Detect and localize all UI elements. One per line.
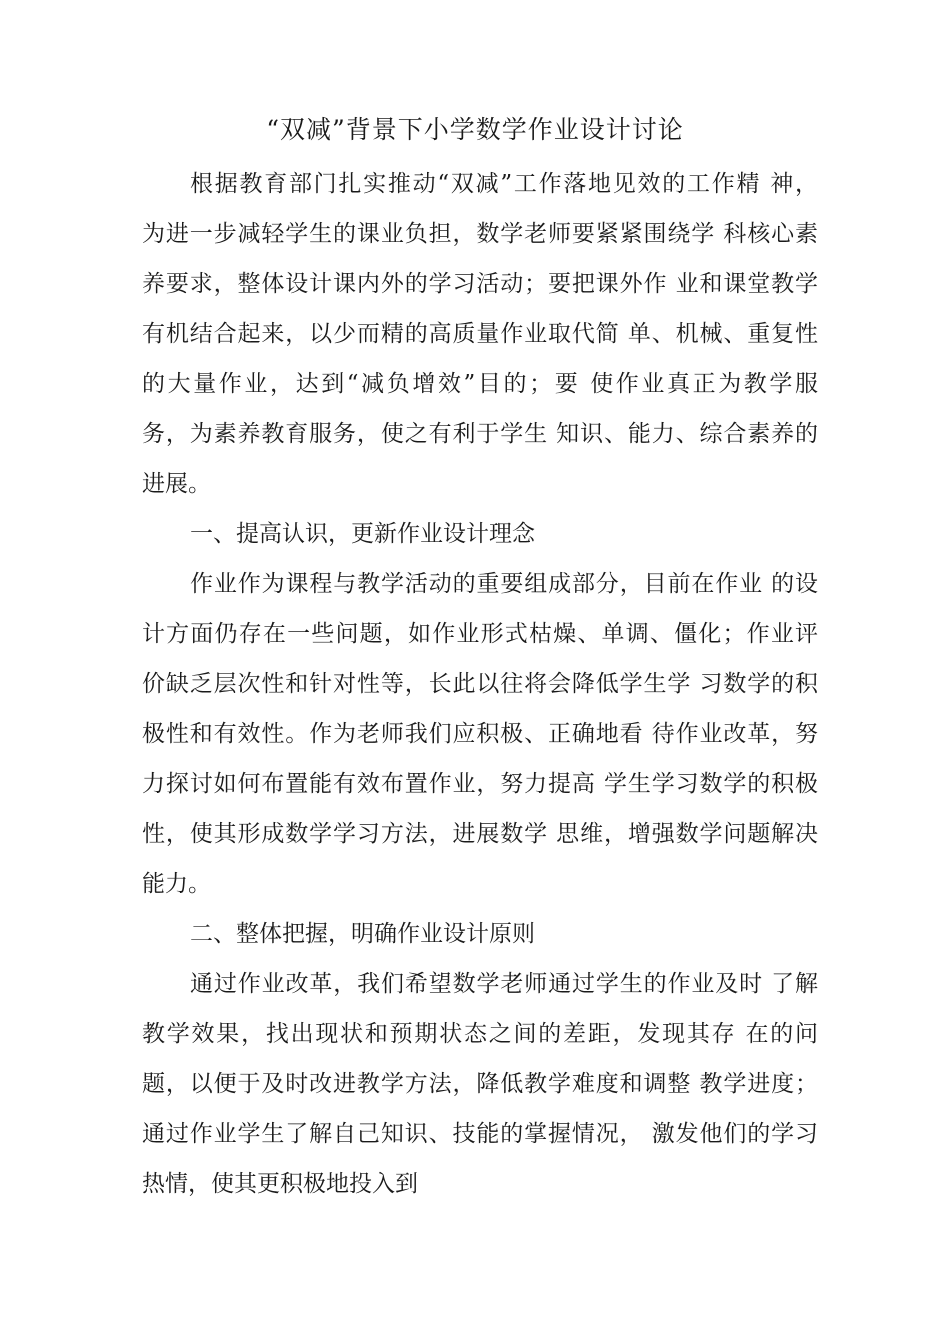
paragraph-line: 进展。: [142, 471, 211, 497]
paragraph-line: 为进一步减轻学生的课业负担，数学老师要紧紧围绕学 科核心素: [142, 221, 818, 247]
paragraph-line: 通过作业改革，我们希望数学老师通过学生的作业及时 了解: [190, 971, 818, 997]
paragraph-line: 有机结合起来，以少而精的高质量作业取代简 单、机械、重复性: [142, 321, 818, 347]
section-heading: 一、提高认识，更新作业设计理念: [190, 521, 535, 547]
section-heading: 二、整体把握，明确作业设计原则: [190, 921, 535, 947]
document-title: “双减”背景下小学数学作业设计讨论: [266, 115, 684, 144]
paragraph-line: 题，以便于及时改进教学方法，降低教学难度和调整 教学进度；: [142, 1071, 818, 1097]
paragraph-line: 价缺乏层次性和针对性等，长此以往将会降低学生学 习数学的积: [142, 671, 818, 697]
paragraph-line: 能力。: [142, 871, 211, 897]
paragraph-line: 务，为素养教育服务，使之有利于学生 知识、能力、综合素养的: [142, 421, 818, 447]
paragraph-line: 极性和有效性。作为老师我们应积极、正确地看 待作业改革，努: [142, 721, 818, 747]
paragraph-line: 热情，使其更积极地投入到: [142, 1171, 418, 1197]
paragraph-line: 性，使其形成数学学习方法，进展数学 思维，增强数学问题解决: [142, 821, 818, 847]
paragraph-line: 根据教育部门扎实推动“双减”工作落地见效的工作精 神，: [190, 171, 818, 197]
paragraph-line: 教学效果，找出现状和预期状态之间的差距，发现其存 在的问: [142, 1021, 818, 1047]
paragraph-line: 通过作业学生了解自己知识、技能的掌握情况， 激发他们的学习: [142, 1121, 818, 1147]
paragraph-line: 养要求，整体设计课内外的学习活动；要把课外作 业和课堂教学: [142, 271, 818, 297]
paragraph-line: 力探讨如何布置能有效布置作业，努力提高 学生学习数学的积极: [142, 771, 818, 797]
paragraph-line: 的大量作业，达到“减负增效”目的；要 使作业真正为教学服: [142, 371, 818, 397]
paragraph-line: 作业作为课程与教学活动的重要组成部分，目前在作业 的设: [190, 571, 818, 597]
paragraph-line: 计方面仍存在一些问题，如作业形式枯燥、单调、僵化；作业评: [142, 621, 818, 647]
